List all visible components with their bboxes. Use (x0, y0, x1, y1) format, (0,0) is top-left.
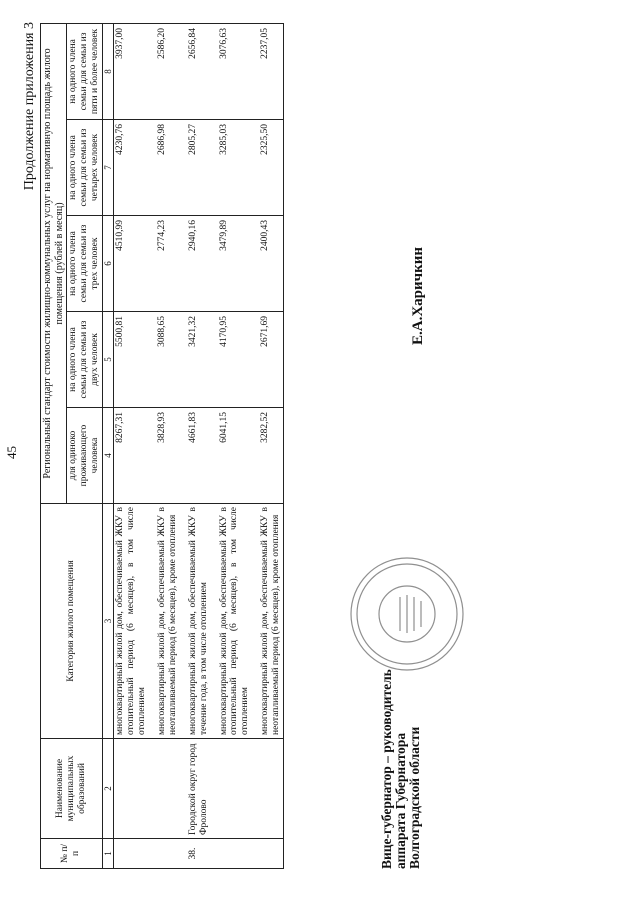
municipality-cell: Городской округ город Фролово (180, 739, 211, 839)
category-cell: многоквартирный жилой дом, обеспечиваемый ЖКУ в неотапливаемый период (6 месяцев), кроме отопления (149, 504, 180, 739)
row-number (211, 839, 253, 869)
value-cell: 6041,15 (211, 408, 253, 504)
municipality-cell (149, 739, 180, 839)
table-row (149, 23, 180, 868)
value-cell: 3088,65 (149, 312, 180, 408)
header-municipality: Наименование муниципальных образований (41, 739, 103, 839)
value-cell: 2671,69 (252, 312, 283, 408)
page-number: 45 (4, 446, 19, 459)
header-family-2: на одного члена семьи для семьи из двух человек (67, 312, 103, 408)
value-cell: 2325,50 (252, 120, 283, 216)
row-number (252, 839, 283, 869)
header-family-3: на одного члена семьи для семьи из трех человек (67, 216, 103, 312)
category-cell: многоквартирный жилой дом, обеспечиваемый ЖКУ в течение года, в том числе отоплением (180, 504, 211, 739)
header-no: № п/п (41, 839, 103, 869)
value-cell: 2774,23 (149, 216, 180, 312)
column-number: 2 (102, 739, 113, 839)
column-number: 5 (102, 312, 113, 408)
row-number (149, 839, 180, 869)
signature-position (380, 669, 423, 869)
value-cell: 4230,76 (114, 120, 149, 216)
table-row (252, 23, 283, 868)
value-cell: 2805,27 (180, 120, 211, 216)
value-cell: 2656,84 (180, 23, 211, 119)
value-cell: 2400,43 (252, 216, 283, 312)
value-cell: 3076,63 (211, 23, 253, 119)
category-cell: многоквартирный жилой дом, обеспечиваемый ЖКУ в отопительный период (6 месяцев), в том числе отоплением (211, 504, 253, 739)
value-cell: 3479,89 (211, 216, 253, 312)
header-family-5: на одного члена семьи для семьи из пяти и более человек (67, 23, 103, 119)
value-cell: 8267,31 (114, 408, 149, 504)
official-seal-icon (348, 555, 466, 673)
value-cell: 3421,32 (180, 312, 211, 408)
row-number: 38. (180, 839, 211, 869)
signature-position-line: Вице-губернатор – руководитель (379, 669, 394, 869)
municipality-cell (211, 739, 253, 839)
continuation-label: Продолжение приложения 3 (22, 22, 37, 191)
column-number: 8 (102, 23, 113, 119)
category-cell: многоквартирный жилой дом, обеспечиваемый ЖКУ в неотапливаемый период (6 месяцев), кроме отопления (252, 504, 283, 739)
column-number: 4 (102, 408, 113, 504)
value-cell: 2586,20 (149, 23, 180, 119)
column-number: 6 (102, 216, 113, 312)
row-number (114, 839, 149, 869)
value-cell: 3285,03 (211, 120, 253, 216)
value-cell: 2686,98 (149, 120, 180, 216)
value-cell: 4510,99 (114, 216, 149, 312)
table-row (114, 23, 149, 868)
value-cell: 4170,95 (211, 312, 253, 408)
value-cell: 3282,52 (252, 408, 283, 504)
value-cell: 3828,93 (149, 408, 180, 504)
header-family-4: на одного члена семьи для семьи из четырех человек (67, 120, 103, 216)
signature-position-line: Волгоградской области (407, 726, 423, 869)
table-row (180, 23, 211, 868)
housing-standard-table (40, 23, 284, 869)
signer-name: Е.А.Харичкин (410, 246, 426, 345)
value-cell: 5500,81 (114, 312, 149, 408)
column-number: 1 (102, 839, 113, 869)
value-cell: 2940,16 (180, 216, 211, 312)
category-cell: многоквартирный жилой дом, обеспечиваемый ЖКУ в отопительный период (6 месяцев), в том числе отоплением (114, 504, 149, 739)
header-single: для одиноко проживающего человека (67, 408, 103, 504)
header-standard-group: Региональный стандарт стоимости жилищно-коммунальных услуг на нормативную площадь жилого помещения (рублей в месяц) (41, 23, 67, 503)
value-cell: 3937,00 (114, 23, 149, 119)
value-cell: 4661,83 (180, 408, 211, 504)
municipality-cell (114, 739, 149, 839)
column-number: 7 (102, 120, 113, 216)
header-category: Категория жилого помещения (41, 504, 103, 739)
municipality-cell (252, 739, 283, 839)
table-row (211, 23, 253, 868)
column-number: 3 (102, 504, 113, 739)
signature-position-line: аппарата Губернатора (393, 732, 409, 869)
value-cell: 2237,05 (252, 23, 283, 119)
